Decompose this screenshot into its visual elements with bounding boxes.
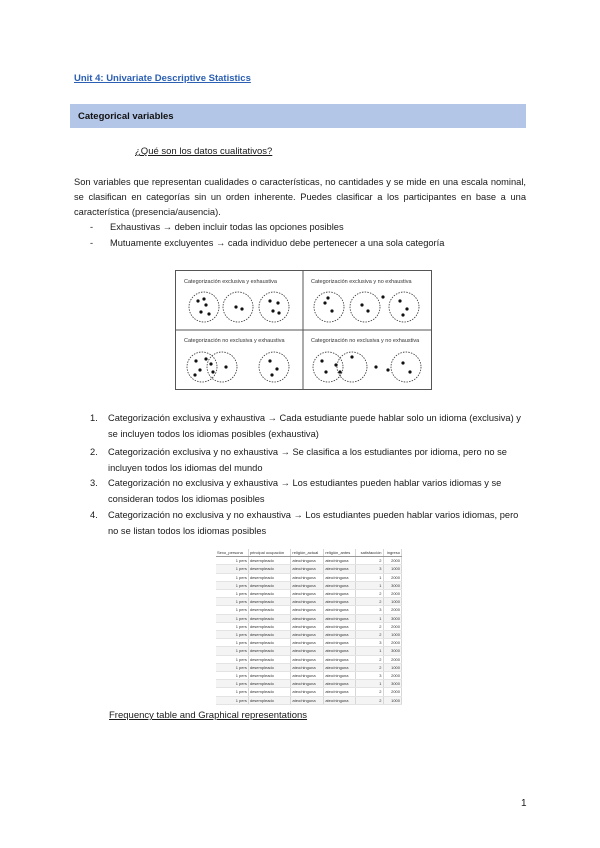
table-cell: ateo/ninguna	[324, 622, 356, 630]
table-cell: 1	[356, 581, 383, 589]
table-cell: ateo/ninguna	[291, 565, 324, 573]
table-cell: 1 pers	[216, 647, 248, 655]
table-cell: 1000	[383, 663, 401, 671]
column-header: satisfacción	[356, 549, 383, 557]
table-cell: desempleado	[248, 581, 291, 589]
table-cell: 1 pers	[216, 565, 248, 573]
question-heading: ¿Qué son los datos cualitativos?	[135, 146, 273, 157]
column-header: ingreso	[383, 549, 401, 557]
table-body	[216, 557, 402, 705]
bullet-item	[90, 238, 444, 248]
table-cell: 1 pers	[216, 606, 248, 614]
table-cell: 1 pers	[216, 663, 248, 671]
table-row	[216, 663, 402, 671]
table-cell: ateo/ninguna	[324, 565, 356, 573]
table-cell: ateo/ninguna	[324, 680, 356, 688]
table-cell: 2	[356, 663, 383, 671]
table-cell: 1000	[383, 696, 401, 704]
table-cell: 1 pers	[216, 590, 248, 598]
data-table	[216, 549, 402, 705]
table-cell: desempleado	[248, 606, 291, 614]
table-cell: desempleado	[248, 696, 291, 704]
table-cell: 2000	[383, 672, 401, 680]
table-cell: 1 pers	[216, 696, 248, 704]
section-title: Categorical variables	[78, 111, 174, 122]
table-cell: ateo/ninguna	[324, 590, 356, 598]
table-row	[216, 688, 402, 696]
panel-title: Categorización exclusiva y exhaustiva	[184, 279, 277, 285]
table-cell: 3000	[383, 614, 401, 622]
item-text: Categorización exclusiva y exhaustiva → Cada estudiante puede hablar solo un idioma (exclusiva) y se incluyen todos los idiomas posibles (exhaustiva)	[108, 413, 521, 439]
panel-1-dots	[196, 297, 280, 315]
table-cell: ateo/ninguna	[291, 639, 324, 647]
table-cell: 1 pers	[216, 655, 248, 663]
panel-2-circles	[314, 292, 419, 322]
page-number: 1	[521, 798, 527, 809]
table-cell: ateo/ninguna	[291, 647, 324, 655]
table-cell: ateo/ninguna	[291, 590, 324, 598]
panel-title: Categorización exclusiva y no exhaustiva	[311, 279, 412, 285]
table-cell: 1 pers	[216, 672, 248, 680]
table-cell: 1 pers	[216, 631, 248, 639]
dash-icon: -	[90, 222, 94, 232]
item-number: 4.	[90, 510, 98, 520]
table-cell: 2	[356, 622, 383, 630]
table-cell: ateo/ninguna	[291, 663, 324, 671]
table-cell: ateo/ninguna	[324, 696, 356, 704]
panel-3-dots	[193, 357, 278, 376]
table-cell: 2	[356, 590, 383, 598]
column-header: religión_antes	[324, 549, 356, 557]
table-cell: 3	[356, 672, 383, 680]
table-cell: 3	[356, 639, 383, 647]
table-cell: 1 pers	[216, 688, 248, 696]
table-cell: 2	[356, 688, 383, 696]
item-number: 1.	[90, 413, 98, 423]
table-cell: ateo/ninguna	[291, 688, 324, 696]
table-cell: 2000	[383, 639, 401, 647]
table-cell: desempleado	[248, 622, 291, 630]
table-cell: desempleado	[248, 639, 291, 647]
bullet-text: Exhaustivas → deben incluir todas las opciones posibles	[110, 222, 344, 232]
table-cell: desempleado	[248, 647, 291, 655]
table-row	[216, 647, 402, 655]
table-cell: 2	[356, 598, 383, 606]
table-cell: 3000	[383, 647, 401, 655]
panel-3-circles	[187, 352, 289, 382]
table-cell: ateo/ninguna	[291, 581, 324, 589]
table-cell: 2	[356, 631, 383, 639]
item-number: 2.	[90, 447, 98, 457]
table-row	[216, 639, 402, 647]
table-cell: ateo/ninguna	[324, 647, 356, 655]
table-cell: desempleado	[248, 688, 291, 696]
table-cell: 1	[356, 614, 383, 622]
numbered-item-3	[90, 475, 526, 507]
table-cell: 3	[356, 606, 383, 614]
table-row	[216, 631, 402, 639]
intro-paragraph: Son variables que representan cualidades o características, no cantidades y se mide en una escala nominal, se clasifican en categorías sin un orden inherente. Puedes clasificar a los participantes en base a una característica (presencia/ausencia).	[74, 177, 526, 217]
table-row	[216, 614, 402, 622]
table-cell: ateo/ninguna	[324, 606, 356, 614]
table-cell: ateo/ninguna	[324, 639, 356, 647]
table-cell: 2000	[383, 557, 401, 565]
categorization-figure	[175, 270, 432, 390]
table-cell: ateo/ninguna	[291, 672, 324, 680]
table-cell: 2	[356, 557, 383, 565]
table-cell: ateo/ninguna	[324, 614, 356, 622]
table-cell: ateo/ninguna	[291, 680, 324, 688]
table-cell: 2000	[383, 622, 401, 630]
table-cell: ateo/ninguna	[324, 655, 356, 663]
table-cell: ateo/ninguna	[291, 614, 324, 622]
table-cell: ateo/ninguna	[291, 606, 324, 614]
table-cell: ateo/ninguna	[324, 672, 356, 680]
table-cell: ateo/ninguna	[291, 696, 324, 704]
column-header: Sexo_persona	[216, 549, 248, 557]
table-row	[216, 598, 402, 606]
table-cell: ateo/ninguna	[291, 655, 324, 663]
table-cell: ateo/ninguna	[291, 598, 324, 606]
frequency-heading: Frequency table and Graphical representations	[109, 710, 308, 721]
table-cell: 2000	[383, 606, 401, 614]
table-cell: desempleado	[248, 672, 291, 680]
table-cell: desempleado	[248, 614, 291, 622]
table-row	[216, 696, 402, 704]
table-cell: 1 pers	[216, 639, 248, 647]
panel-1-circles	[189, 292, 289, 322]
table-cell: 1 pers	[216, 557, 248, 565]
table-cell: ateo/ninguna	[324, 631, 356, 639]
bullet-item	[90, 222, 344, 232]
bullet-text: Mutuamente excluyentes → cada individuo debe pertenecer a una sola categoría	[110, 238, 445, 248]
column-header: religión_actual	[291, 549, 324, 557]
table-cell: ateo/ninguna	[324, 688, 356, 696]
item-text: Categorización exclusiva y no exhaustiva → Se clasifica a los estudiantes por idioma, pero no se incluyen todos los idiomas del mundo	[108, 447, 507, 473]
dash-icon: -	[90, 238, 94, 248]
categorization-diagram	[176, 271, 431, 389]
table-cell: 1	[356, 680, 383, 688]
table-cell: desempleado	[248, 557, 291, 565]
item-text: Categorización no exclusiva y exhaustiva → Los estudiantes pueden hablar varios idiomas y se consideran todos los idiomas posibles	[108, 478, 502, 504]
table-cell: desempleado	[248, 655, 291, 663]
table-cell: ateo/ninguna	[291, 622, 324, 630]
table-row	[216, 573, 402, 581]
table-cell: 2	[356, 696, 383, 704]
table-cell: ateo/ninguna	[324, 581, 356, 589]
table-cell: 3000	[383, 680, 401, 688]
table-row	[216, 606, 402, 614]
table-cell: 2	[356, 655, 383, 663]
table-cell: 1000	[383, 631, 401, 639]
table-cell: 1	[356, 573, 383, 581]
table-header-row	[216, 549, 402, 557]
table-cell: 1000	[383, 598, 401, 606]
table-cell: ateo/ninguna	[324, 598, 356, 606]
table-row	[216, 557, 402, 565]
table-cell: 1000	[383, 565, 401, 573]
panel-4-circles	[313, 352, 421, 382]
table-cell: desempleado	[248, 565, 291, 573]
panel-4-dots	[320, 355, 411, 373]
table-cell: ateo/ninguna	[324, 557, 356, 565]
table-cell: ateo/ninguna	[291, 573, 324, 581]
table-cell: ateo/ninguna	[291, 557, 324, 565]
table-cell: desempleado	[248, 680, 291, 688]
table-cell: 1 pers	[216, 598, 248, 606]
table-cell: 1 pers	[216, 622, 248, 630]
item-text: Categorización no exclusiva y no exhaustiva → Los estudiantes pueden hablar varios idiomas, pero no se listan todos los idiomas posibles	[108, 510, 519, 536]
table-cell: 2000	[383, 688, 401, 696]
table-row	[216, 590, 402, 598]
table-row	[216, 672, 402, 680]
table-cell: desempleado	[248, 573, 291, 581]
table-row	[216, 622, 402, 630]
numbered-item-4	[90, 507, 526, 539]
table-row	[216, 680, 402, 688]
table-row	[216, 581, 402, 589]
numbered-item-1	[90, 410, 526, 442]
table-cell: ateo/ninguna	[324, 663, 356, 671]
table-cell: ateo/ninguna	[291, 631, 324, 639]
table-cell: 1 pers	[216, 614, 248, 622]
table-cell: 2000	[383, 655, 401, 663]
panel-2-dots	[323, 295, 408, 316]
table-cell: desempleado	[248, 631, 291, 639]
panel-title: Categorización no exclusiva y no exhaustiva	[311, 338, 420, 344]
table-cell: 2000	[383, 573, 401, 581]
column-header: principal ocupación	[248, 549, 291, 557]
unit-heading[interactable]: Unit 4: Univariate Descriptive Statistics	[74, 73, 251, 84]
table-row	[216, 565, 402, 573]
table-cell: 1	[356, 647, 383, 655]
table-cell: 2000	[383, 590, 401, 598]
table-cell: 1 pers	[216, 581, 248, 589]
table-cell: 3	[356, 565, 383, 573]
item-number: 3.	[90, 478, 98, 488]
table-cell: desempleado	[248, 663, 291, 671]
numbered-item-2	[90, 444, 526, 476]
table-row	[216, 655, 402, 663]
table-cell: desempleado	[248, 590, 291, 598]
table-cell: desempleado	[248, 598, 291, 606]
panel-title: Categorización no exclusiva y exhaustiva	[184, 338, 285, 344]
table-cell: 1 pers	[216, 573, 248, 581]
table-cell: 1 pers	[216, 680, 248, 688]
table-cell: ateo/ninguna	[324, 573, 356, 581]
table-cell: 3000	[383, 581, 401, 589]
